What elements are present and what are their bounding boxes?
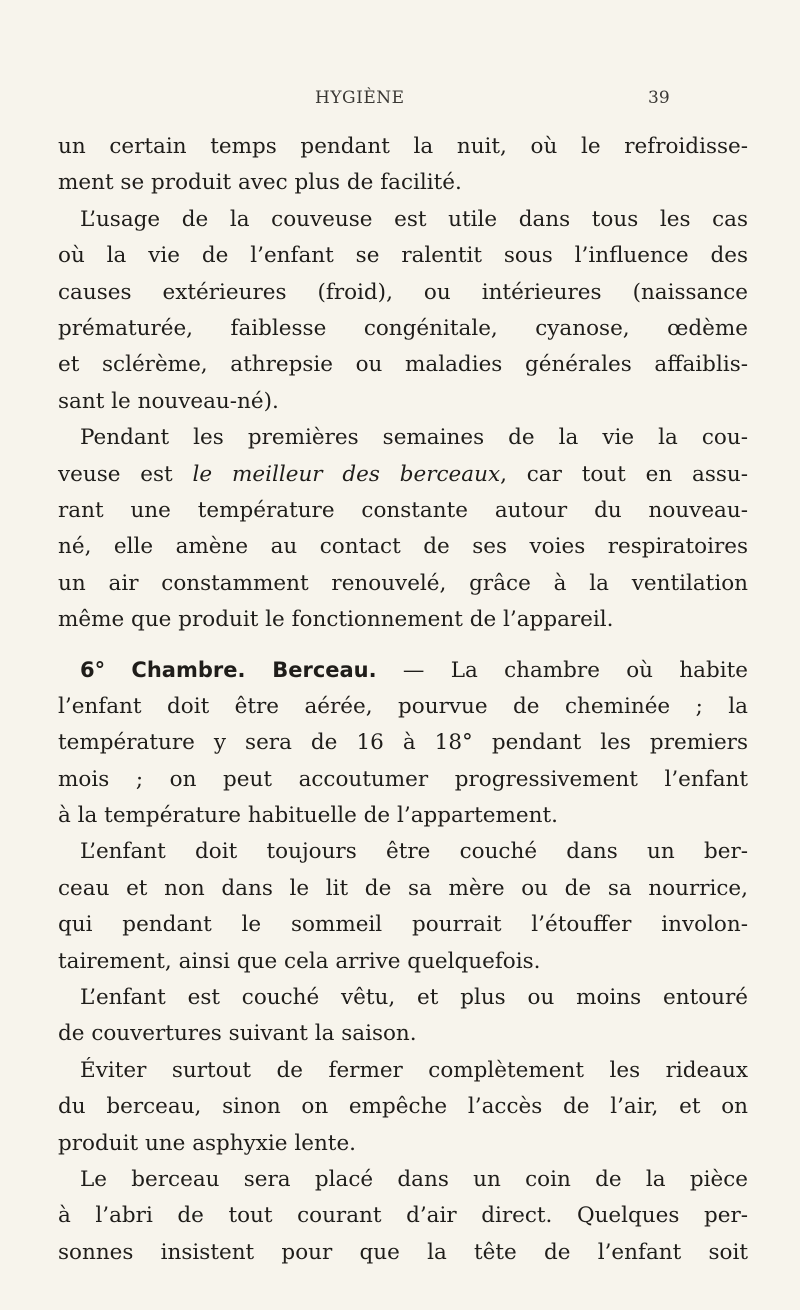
text-line: L’enfant est couché vêtu, et plus ou moins entouré: [80, 984, 748, 1010]
section-number: 6°: [80, 658, 106, 683]
body-text: [58, 129, 748, 1271]
paragraph-couveuse: [58, 202, 748, 420]
text-line: sonnes insistent pour que la tête de l’enfant soit: [58, 1239, 748, 1265]
text-line: Éviter surtout de fermer complètement les rideaux: [80, 1057, 748, 1083]
text-line: causes extérieures (froid), ou intérieures (naissance: [58, 279, 748, 305]
text-line: température y sera de 16 à 18° pendant les premiers: [58, 730, 748, 756]
italic-phrase: le meilleur des berceaux: [192, 461, 501, 487]
section-first-line: [58, 652, 748, 688]
text-line: rant une température constante autour du nouveau-: [58, 497, 748, 523]
text-line: à la température habituelle de l’appartement.: [58, 803, 558, 829]
text-line: L’usage de la couveuse est utile dans tous les cas: [80, 206, 748, 232]
text-line: qui pendant le sommeil pourrait l’étouffer involon-: [58, 912, 748, 938]
text-line: du berceau, sinon on empêche l’accès de l’air, et on: [58, 1094, 748, 1120]
text-line: de couvertures suivant la saison.: [58, 1021, 417, 1047]
text-run: veuse est: [58, 461, 193, 487]
text-run: , car tout en assu-: [500, 461, 749, 487]
text-line: produit une asphyxie lente.: [58, 1130, 357, 1156]
text-line: à l’abri de tout courant d’air direct. Quelques per-: [58, 1203, 748, 1229]
paragraph-continuation: [58, 129, 748, 202]
text-line: L’enfant doit toujours être couché dans un ber-: [80, 839, 748, 865]
text-run: — La chambre où habite: [376, 658, 748, 684]
text-line: né, elle amène au contact de ses voies respiratoires: [58, 534, 748, 560]
paragraph-premieres-semaines: [58, 420, 748, 638]
page-number: 39: [648, 88, 670, 108]
section-heading: Chambre. Berceau.: [131, 658, 377, 683]
text-line: tairement, ainsi que cela arrive quelquefois.: [58, 948, 541, 974]
running-head: [0, 88, 800, 112]
text-line: Pendant les premières semaines de la vie la cou-: [80, 425, 748, 451]
paragraph-vetu: [58, 980, 748, 1053]
running-title: HYGIÈNE: [315, 88, 405, 108]
text-line: prématurée, faiblesse congénitale, cyanose, œdème: [58, 315, 748, 341]
paragraph-rideaux: [58, 1053, 748, 1162]
text-line: où la vie de l’enfant se ralentit sous l’influence des: [58, 243, 748, 269]
paragraph-berceau-lit: [58, 834, 748, 980]
text-line-with-italic: [58, 457, 748, 493]
text-line: et sclérème, athrepsie ou maladies générales affaiblis-: [58, 352, 748, 378]
section-chambre-berceau: [58, 652, 748, 834]
paragraph-coin-piece: [58, 1162, 748, 1271]
text-line: ceau et non dans le lit de sa mère ou de sa nourrice,: [58, 875, 748, 901]
section-spacer: [58, 638, 748, 652]
text-line: l’enfant doit être aérée, pourvue de cheminée ; la: [58, 693, 748, 719]
text-line: mois ; on peut accoutumer progressivement l’enfant: [58, 766, 748, 792]
text-line: Le berceau sera placé dans un coin de la pièce: [80, 1166, 748, 1192]
text-line: même que produit le fonctionnement de l’appareil.: [58, 607, 614, 633]
text-line: un certain temps pendant la nuit, où le refroidisse-: [58, 134, 748, 159]
text-line: sant le nouveau-né).: [58, 388, 279, 414]
text-line: un air constamment renouvelé, grâce à la ventilation: [58, 570, 748, 596]
text-line: ment se produit avec plus de facilité.: [58, 170, 462, 196]
